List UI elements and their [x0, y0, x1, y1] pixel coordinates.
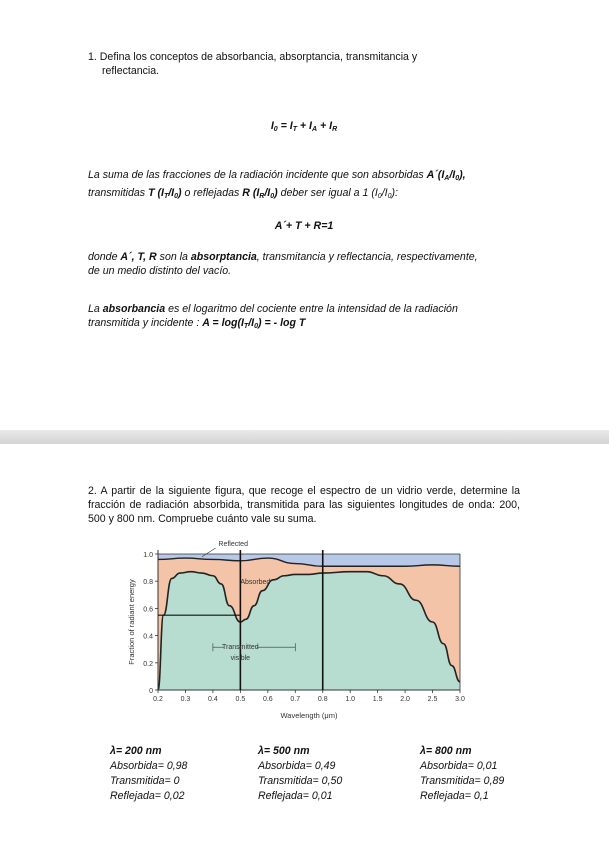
- question-2-title: 2. A partir de la siguiente figura, que recoge el espectro de un vidrio verde, determine la fracción de radiación absorbida, transmitida para las siguientes longitudes de onda: 200, 500 y 800 nm. Compruebe cuánto vale su suma.: [88, 485, 520, 525]
- y-tick-label: 0: [149, 688, 153, 695]
- answer-reflected: Reflejada= 0,01: [258, 790, 333, 802]
- question-1-line-1: 1. Defina los conceptos de absorbancia, absorptancia, transmitancia y: [88, 51, 418, 63]
- x-tick-label: 0.2: [153, 696, 163, 703]
- paragraph-sum: La suma de las fracciones de la radiación incidente que son absorbidas $A´(I_A/I_0)$, transmitidas T $(I_T/I_0)$ o reflejadas R $(I_R/I_0)$ deber ser igual a 1 $(I_0/I_0)$:: [88, 169, 466, 200]
- x-tick-label: 2.0: [400, 696, 410, 703]
- answer-col-200: [110, 744, 187, 804]
- spectrum-chart: [110, 536, 490, 726]
- answer-lambda: λ= 200 nm: [110, 745, 162, 757]
- x-tick-label: 0.4: [208, 696, 218, 703]
- question-1-line-2: reflectancia.: [102, 65, 160, 77]
- y-tick-label: 0.6: [143, 606, 153, 614]
- x-tick-label: 0.8: [317, 696, 328, 703]
- page-2: [0, 444, 609, 848]
- annotation-absorbed: Absorbed: [240, 578, 271, 586]
- x-tick-label: 0.7: [290, 696, 301, 703]
- page-separator: [0, 430, 609, 444]
- annotation-visible: visible: [230, 655, 251, 663]
- equation-sum: A´+ T + R=1: [274, 220, 334, 232]
- answer-absorbed: Absorbida= 0,98: [110, 760, 188, 772]
- x-tick-label: 0.3: [180, 696, 191, 703]
- x-tick-label: 1.5: [372, 696, 383, 703]
- answer-lambda: λ= 500 nm: [258, 745, 310, 757]
- answer-lambda: λ= 800 nm: [420, 745, 472, 757]
- answer-reflected: Reflejada= 0,02: [110, 790, 185, 802]
- equation-intensity-text: $I_0 = I_T + I_A + I_R$: [270, 120, 338, 133]
- answer-reflected: Reflejada= 0,1: [420, 790, 489, 802]
- y-tick-label: 0.8: [143, 579, 153, 587]
- x-axis-label: Wavelength (μm): [280, 711, 338, 720]
- x-tick-label: 2.5: [427, 696, 438, 703]
- paragraph-absorbance: La absorbancia es el logaritmo del cociente entre la intensidad de la radiación transmitida y incidente : $A = \log(I_T/I_0)$ = - log T: [88, 303, 458, 330]
- answer-transmitted: Transmitida= 0: [110, 775, 180, 787]
- answer-transmitted: Transmitida= 0,89: [420, 775, 505, 787]
- answer-absorbed: Absorbida= 0,01: [420, 760, 498, 772]
- x-tick-label: 0.6: [262, 696, 273, 703]
- y-tick-label: 1.0: [143, 552, 153, 559]
- y-tick-label: 0.2: [143, 660, 153, 668]
- y-tick-label: 0.4: [143, 633, 153, 641]
- answer-transmitted: Transmitida= 0,50: [258, 775, 343, 787]
- answer-absorbed: Absorbida= 0,49: [258, 760, 336, 772]
- annotation-transmitted: Transmitted: [222, 644, 259, 652]
- x-tick-label: 0.5: [235, 696, 246, 703]
- question-1-title: [88, 50, 520, 78]
- y-axis-label: Fraction of radiant energy: [127, 579, 136, 665]
- paragraph-definitions: donde A´, T, R son la absorptancia, transmitancia y reflectancia, respectivamente, de un medio distinto del vacío.: [88, 251, 478, 277]
- x-tick-label: 3.0: [455, 696, 465, 703]
- equation-intensity: [88, 120, 520, 133]
- answer-col-800: [420, 744, 504, 804]
- annotation-reflected: Reflected: [218, 541, 248, 548]
- answer-col-500: [258, 744, 342, 804]
- x-tick-label: 1.0: [345, 696, 356, 703]
